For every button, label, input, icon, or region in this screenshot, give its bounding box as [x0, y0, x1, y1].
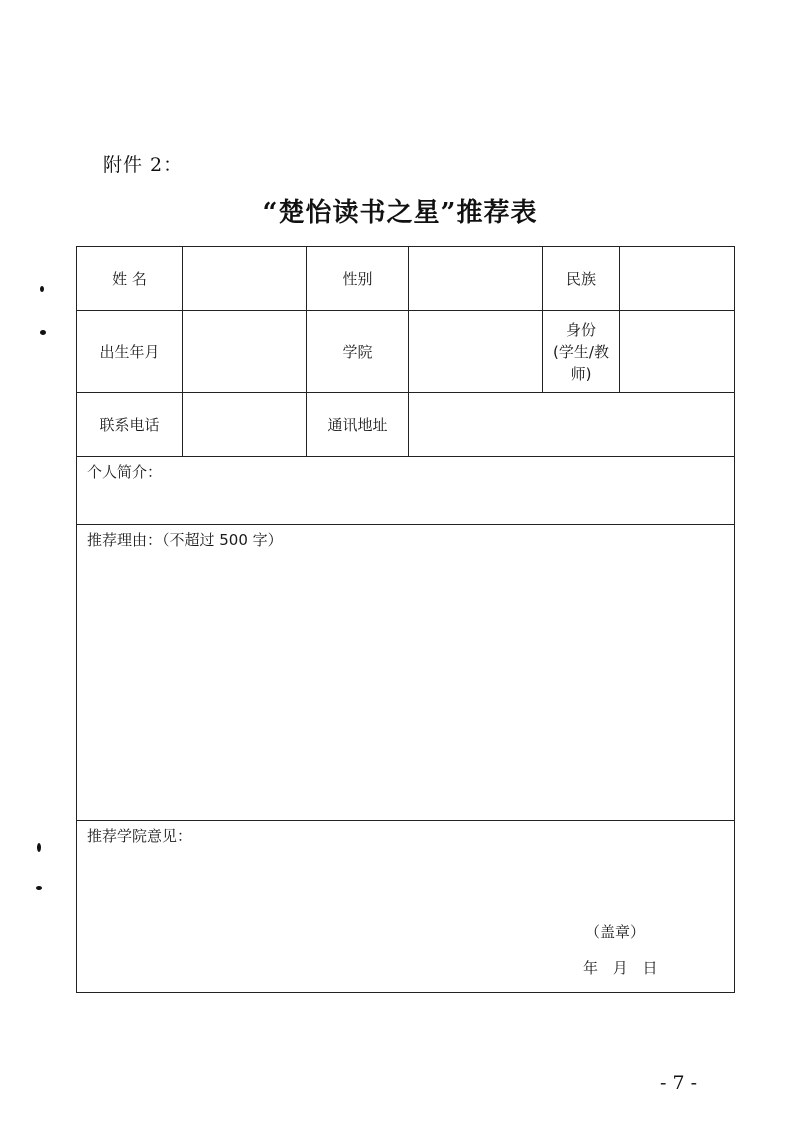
binding-hole-mark [36, 886, 42, 890]
identity-label-line3: 师) [570, 364, 592, 383]
opinion-label: 推荐学院意见： [87, 827, 193, 845]
identity-label-line1: 身份 [565, 320, 596, 339]
date-label: 年 月 日 [583, 959, 658, 977]
name-field[interactable] [183, 247, 307, 311]
binding-hole-mark [40, 286, 44, 292]
page-number: - 7 - [660, 1072, 698, 1094]
identity-field[interactable] [620, 311, 735, 393]
address-field[interactable] [409, 393, 735, 457]
profile-label: 个人简介： [87, 463, 163, 481]
ethnicity-field[interactable] [620, 247, 735, 311]
college-field[interactable] [409, 311, 543, 393]
recommendation-form [76, 246, 735, 993]
binding-hole-mark [37, 843, 41, 852]
phone-field[interactable] [183, 393, 307, 457]
profile-section[interactable] [77, 457, 735, 525]
identity-label-line2: (学生/教 [553, 342, 609, 361]
name-label: 姓 名 [77, 247, 183, 311]
attachment-label: 附件 2： [103, 154, 184, 176]
reason-label: 推荐理由：（不超过 500 字） [87, 531, 283, 549]
address-label: 通讯地址 [307, 393, 409, 457]
identity-label [543, 311, 620, 393]
binding-hole-mark [40, 330, 46, 335]
birth-field[interactable] [183, 311, 307, 393]
seal-label: （盖章） [585, 923, 646, 941]
college-label: 学院 [307, 311, 409, 393]
reason-section[interactable] [77, 525, 735, 821]
gender-label: 性别 [307, 247, 409, 311]
opinion-section[interactable] [77, 821, 735, 993]
phone-label: 联系电话 [77, 393, 183, 457]
gender-field[interactable] [409, 247, 543, 311]
ethnicity-label: 民族 [543, 247, 620, 311]
form-title: “楚怡读书之星”推荐表 [262, 198, 538, 228]
birth-label: 出生年月 [77, 311, 183, 393]
